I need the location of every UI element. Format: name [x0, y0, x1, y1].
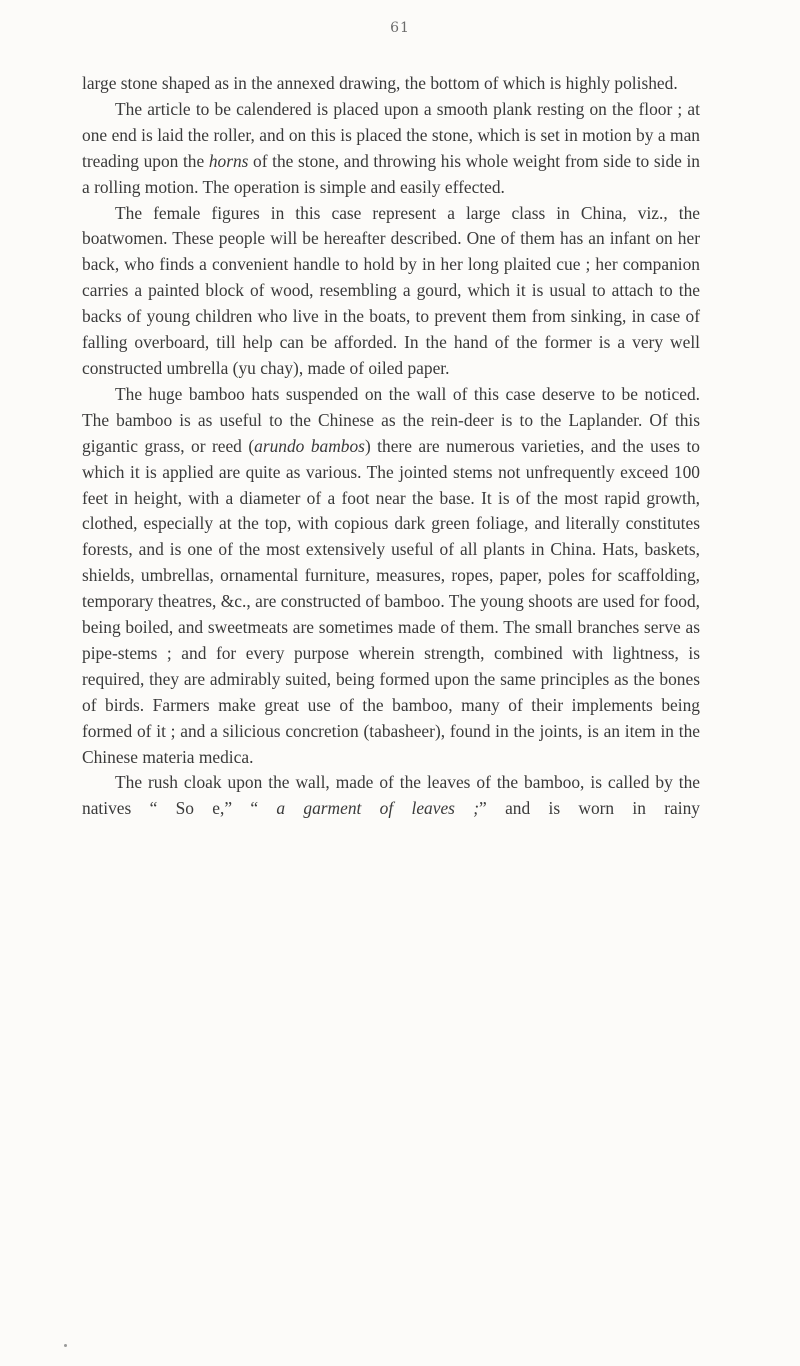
body-text	[82, 71, 700, 822]
italic-text: arundo bambos	[254, 435, 365, 456]
text-run: The female figures in this case represent a large class in China, viz., the boatwomen. These people will be hereafter described. One of them has an infant on her back, who finds a convenient handle to hold by in her long plaited cue ; her companion carries a painted block of wood, resembling a gourd, which it is usual to attach to the backs of young children who live in the boats, to prevent them from sinking, in case of falling overboard, till help can be afforded. In the hand of the former is a very well constructed umbrella (yu chay), made of oiled paper.	[82, 202, 700, 378]
text-run: The rush cloak upon the wall, made of the leaves of the bamboo, is called by the natives “ So e,” “	[82, 772, 700, 819]
paper-speck	[64, 1344, 67, 1347]
paragraph-bamboo	[82, 382, 700, 771]
paragraph-calendering	[82, 97, 700, 201]
paragraph-continuation	[82, 71, 700, 97]
page-number: 61	[390, 20, 410, 36]
paragraph-boatwomen	[82, 201, 700, 382]
text-run: The huge bamboo hats suspended on the wall of this case deserve to be noticed. The bamboo is as useful to the Chinese as the rein-deer is to the Laplander. Of this gigantic grass, or reed (	[82, 383, 700, 456]
italic-text: horns	[208, 150, 249, 171]
italic-text: a garment of leaves ;	[276, 798, 480, 819]
text-run: ” and is worn in rainy	[479, 798, 701, 819]
text-run: The article to be calendered is placed upon a smooth plank resting on the floor ; at one end is laid the roller, and on this is placed the stone, which is set in motion by a man treading upon the	[82, 98, 700, 171]
paragraph-rush-cloak	[82, 770, 700, 822]
text-run: large stone shaped as in the annexed drawing, the bottom of which is highly polished.	[82, 73, 678, 93]
text-run: ) there are numerous varieties, and the uses to which it is applied are quite as various. The jointed stems not unfrequently exceed 100 feet in height, with a diameter of a foot near the base. It is of the most rapid growth, clothed, especially at the top, with copious dark green foliage, and literally constitutes forests, and is one of the most extensively useful of all plants in China. Hats, baskets, shields, umbrellas, ornamental furniture, measures, ropes, paper, poles for scaffolding, temporary theatres, &c., are constructed of bamboo. The young shoots are used for food, being boiled, and sweetmeats are sometimes made of them. The small branches serve as pipe-stems ; and for every purpose wherein strength, combined with lightness, is required, they are admirably suited, being formed upon the same principles as the bones of birds. Farmers make great use of the bamboo, many of their implements being formed of it ; and a silicious concretion (tabasheer), found in the joints, is an item in the Chinese materia medica.	[82, 435, 701, 767]
text-run: of the stone, and throwing his whole weight from side to side in a rolling motion. The operation is simple and easily effected.	[82, 150, 700, 197]
